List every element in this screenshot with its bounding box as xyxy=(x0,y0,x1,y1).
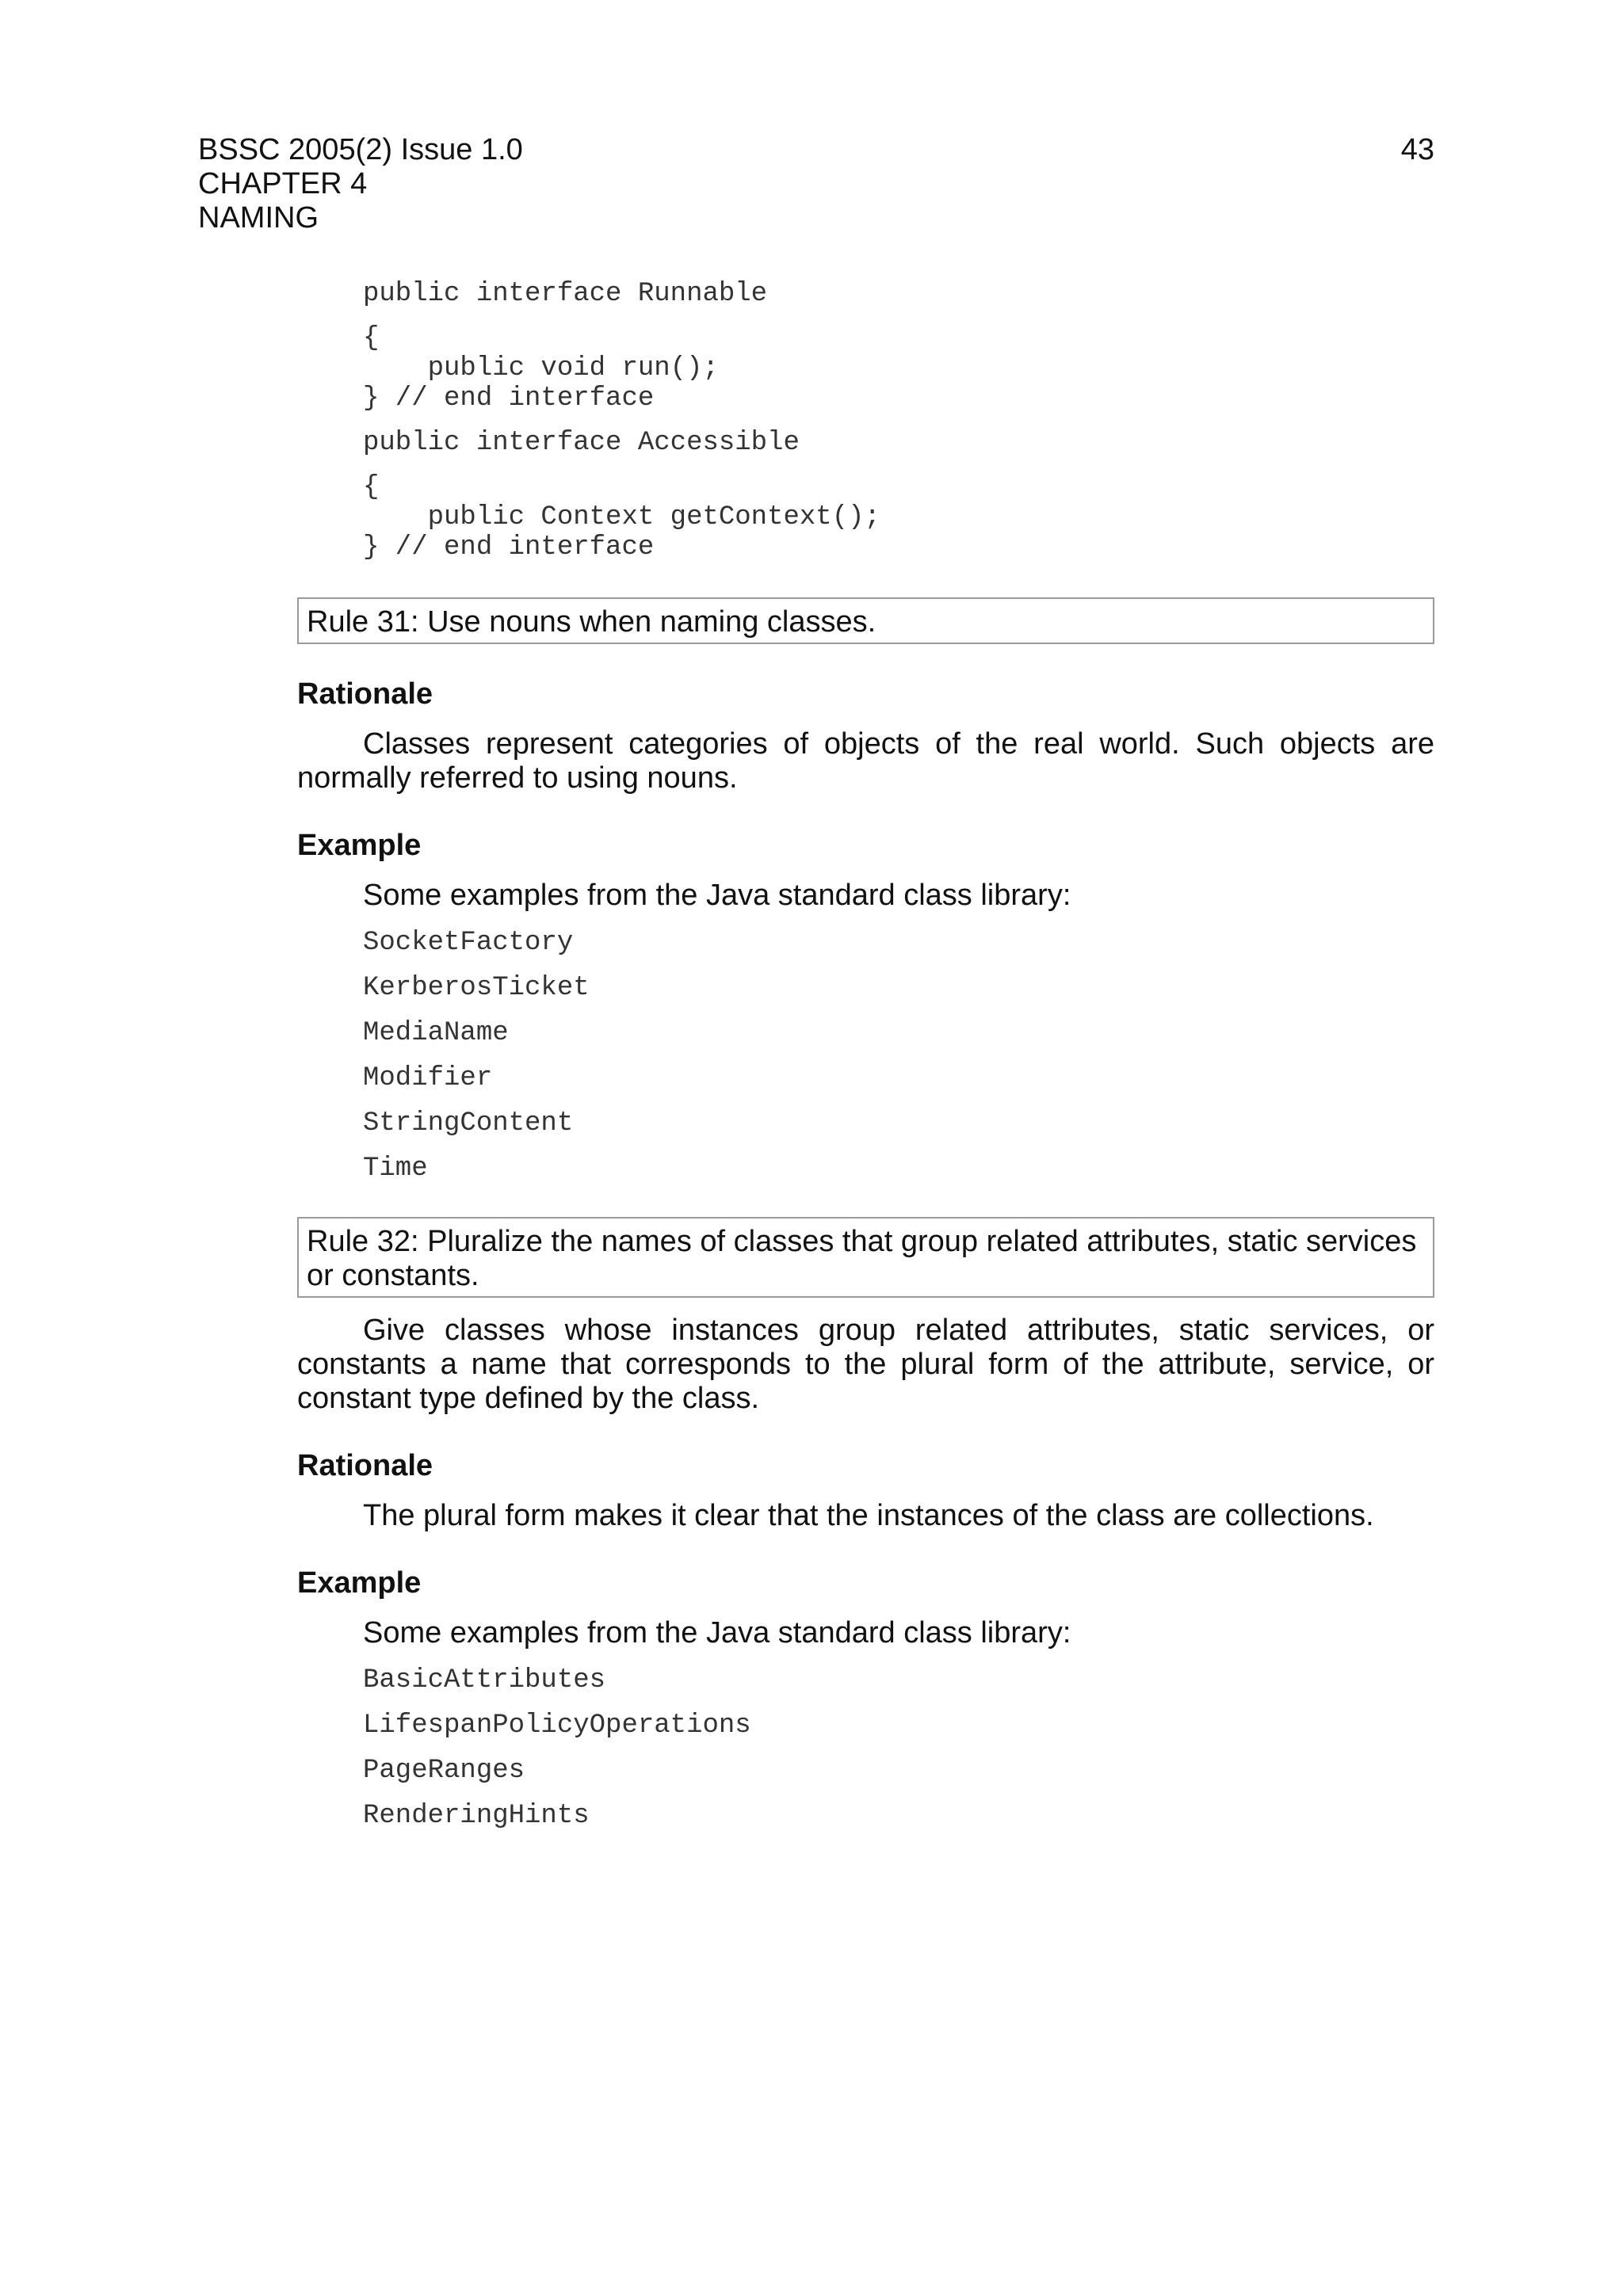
code-accessible-body: { public Context getContext(); } // end interface xyxy=(363,472,880,563)
rule-31-rationale-text: Classes represent categories of objects of the real world. Such objects are normally referred to using nouns. xyxy=(297,727,1434,795)
code-runnable-declaration: public interface Runnable xyxy=(363,279,768,309)
rule-31-example-heading: Example xyxy=(297,829,422,862)
rule-32-rationale-heading: Rationale xyxy=(297,1449,433,1482)
example-class-name: LifespanPolicyOperations xyxy=(363,1711,751,1741)
page-content xyxy=(297,279,1434,1831)
example-class-name: BasicAttributes xyxy=(363,1665,606,1695)
rule-31-rationale-heading: Rationale xyxy=(297,677,433,711)
header-document-id: BSSC 2005(2) Issue 1.0 xyxy=(198,133,523,166)
example-class-name: StringContent xyxy=(363,1108,574,1138)
example-class-name: Modifier xyxy=(363,1063,493,1093)
rule-31-example-intro: Some examples from the Java standard class library: xyxy=(363,879,1071,912)
rule-32-description: Give classes whose instances group related attributes, static services, or constants a name that corresponds to the plural form of the attribute, service, or constant type defined by the class. xyxy=(297,1314,1434,1415)
rule-31-box: Rule 31: Use nouns when naming classes. xyxy=(297,597,1434,644)
example-class-name: Time xyxy=(363,1154,428,1184)
page-header xyxy=(198,133,1434,235)
example-class-name: PageRanges xyxy=(363,1756,525,1786)
header-chapter: CHAPTER 4 xyxy=(198,167,368,200)
rule-32-box: Rule 32: Pluralize the names of classes that group related attributes, static services or constants. xyxy=(297,1217,1434,1298)
code-runnable-body: { public void run(); } // end interface xyxy=(363,323,719,414)
example-class-name: RenderingHints xyxy=(363,1801,590,1831)
rule-31-example-list xyxy=(297,928,1434,1184)
example-class-name: KerberosTicket xyxy=(363,973,590,1003)
rule-32-example-list xyxy=(297,1665,1434,1831)
page-number: 43 xyxy=(1400,133,1434,166)
rule-32-example-heading: Example xyxy=(297,1566,422,1600)
example-class-name: SocketFactory xyxy=(363,928,574,958)
code-accessible-declaration: public interface Accessible xyxy=(363,428,800,458)
rule-32-example-intro: Some examples from the Java standard class library: xyxy=(363,1616,1071,1650)
header-chapter-title: NAMING xyxy=(198,201,319,235)
example-class-name: MediaName xyxy=(363,1018,509,1048)
rule-32-rationale-text: The plural form makes it clear that the instances of the class are collections. xyxy=(363,1499,1374,1532)
